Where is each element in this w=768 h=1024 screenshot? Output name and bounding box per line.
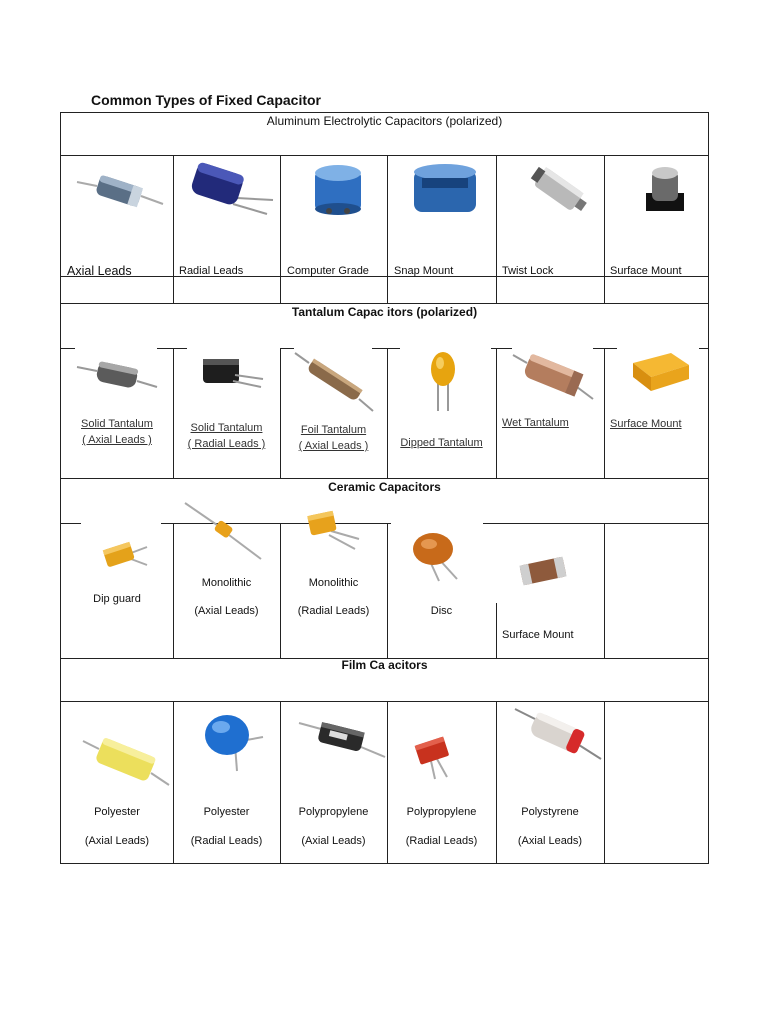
snap-mount-capacitor-image — [410, 160, 480, 220]
computer-grade-capacitor-image — [307, 161, 367, 216]
row-divider-fragment — [61, 348, 75, 349]
row-divider-fragment — [372, 348, 400, 349]
polypropylene-axial-film-image — [297, 717, 387, 761]
polyester-radial-label: Polyester — [203, 806, 250, 818]
aluminum-label-twist-lock: Twist Lock — [502, 265, 554, 277]
axial-electrolytic-capacitor-image — [75, 168, 165, 213]
twist-lock-capacitor-image — [523, 160, 593, 220]
row-divider — [61, 701, 708, 702]
tantalum-header: Tantalum Capac itors (polarized) — [291, 305, 478, 319]
surface-mount-electrolytic-image — [642, 163, 688, 215]
col-divider — [496, 348, 497, 478]
aluminum-header: Aluminum Electrolytic Capacitors (polarized) — [266, 114, 503, 128]
polypropylene-radial-label: Polypropylene — [406, 806, 477, 818]
row-divider-fragment — [280, 348, 294, 349]
polyester-axial-sub: (Axial Leads) — [84, 835, 150, 847]
polyester-axial-film-image — [81, 735, 171, 789]
aluminum-label-axial: Axial Leads — [67, 264, 132, 278]
film-header: Film Ca acitors — [341, 658, 428, 672]
monolithic-radial-label: Monolithic — [308, 577, 359, 589]
polypropylene-radial-sub: (Radial Leads) — [405, 835, 478, 847]
monolithic-radial-sub: (Radial Leads) — [297, 605, 370, 617]
surface-mount-tantalum-label: Surface Mount — [610, 418, 682, 430]
solid-tantalum-axial-label: Solid Tantalum — [81, 418, 153, 430]
polyester-radial-sub: (Radial Leads) — [190, 835, 263, 847]
monolithic-axial-sub: (Axial Leads) — [194, 605, 259, 617]
polystyrene-axial-film-image — [513, 705, 603, 763]
monolithic-axial-label: Monolithic — [201, 577, 252, 589]
ceramic-header: Ceramic Capacitors — [328, 480, 441, 494]
row-divider-fragment — [61, 523, 81, 524]
solid-tantalum-axial-sub: ( Axial Leads ) — [82, 434, 152, 446]
col-divider — [496, 155, 497, 303]
solid-tantalum-radial-sub: ( Radial Leads ) — [187, 438, 266, 450]
col-divider — [604, 701, 605, 864]
foil-tantalum-label: Foil Tantalum — [300, 424, 367, 436]
foil-tantalum-caption — [280, 422, 387, 454]
radial-electrolytic-capacitor-image — [187, 160, 277, 220]
polypropylene-radial-film-image — [411, 733, 463, 781]
col-divider — [387, 348, 388, 478]
surface-mount-ceramic-image — [517, 553, 569, 589]
wet-tantalum-image — [511, 351, 595, 403]
solid-tantalum-radial-label: Solid Tantalum — [190, 422, 263, 434]
row-divider-fragment — [491, 348, 512, 349]
surface-mount-tantalum-image — [627, 349, 693, 395]
row-divider — [61, 155, 708, 156]
wet-tantalum-caption — [502, 415, 569, 431]
wet-tantalum-label: Wet Tantalum — [502, 417, 569, 429]
dipped-tantalum-label: Dipped Tantalum — [400, 437, 483, 449]
polypropylene-axial-label: Polypropylene — [298, 806, 369, 818]
surface-mount-ceramic-label: Surface Mount — [502, 629, 574, 641]
disc-ceramic-image — [409, 531, 465, 585]
solid-tantalum-radial-caption — [173, 420, 280, 452]
col-divider — [604, 155, 605, 303]
row-divider-fragment — [593, 348, 617, 349]
polystyrene-axial-sub: (Axial Leads) — [517, 835, 583, 847]
col-divider — [604, 523, 605, 658]
dipped-tantalum-caption — [387, 435, 496, 451]
col-divider — [387, 523, 388, 658]
aluminum-label-radial: Radial Leads — [179, 265, 244, 277]
col-divider — [280, 155, 281, 303]
dip-guard-label: Dip guard — [93, 593, 141, 605]
col-divider — [173, 155, 174, 303]
dip-guard-ceramic-image — [101, 533, 151, 573]
capacitor-table — [60, 112, 709, 864]
polystyrene-axial-label: Polystyrene — [521, 806, 579, 818]
polyester-radial-film-image — [201, 709, 265, 775]
monolithic-axial-ceramic-image — [181, 501, 265, 563]
col-divider — [387, 155, 388, 303]
disc-label: Disc — [430, 605, 453, 617]
solid-tantalum-radial-image — [201, 355, 271, 395]
row-divider-fragment — [483, 523, 708, 524]
col-divider — [173, 348, 174, 478]
col-divider — [604, 348, 605, 478]
foil-tantalum-axial-image — [293, 351, 375, 413]
dipped-tantalum-image — [428, 349, 458, 413]
row-divider-fragment — [157, 348, 187, 349]
row-divider — [61, 478, 708, 479]
polyester-axial-label: Polyester — [94, 806, 140, 818]
page-title: Common Types of Fixed Capacitor — [91, 92, 321, 108]
aluminum-label-snap-mount: Snap Mount — [394, 265, 454, 277]
polypropylene-axial-sub: (Axial Leads) — [301, 835, 366, 847]
col-divider — [280, 348, 281, 478]
solid-tantalum-axial-image — [75, 355, 159, 395]
aluminum-label-computer-grade: Computer Grade — [287, 265, 369, 277]
surface-mount-tantalum-caption — [610, 416, 682, 432]
monolithic-radial-ceramic-image — [307, 509, 363, 553]
aluminum-label-surface-mount: Surface Mount — [610, 265, 682, 277]
foil-tantalum-sub: ( Axial Leads ) — [298, 440, 369, 452]
row-divider-fragment — [699, 348, 708, 349]
solid-tantalum-axial-caption — [61, 416, 173, 448]
col-divider — [496, 603, 497, 658]
row-divider — [61, 303, 708, 304]
